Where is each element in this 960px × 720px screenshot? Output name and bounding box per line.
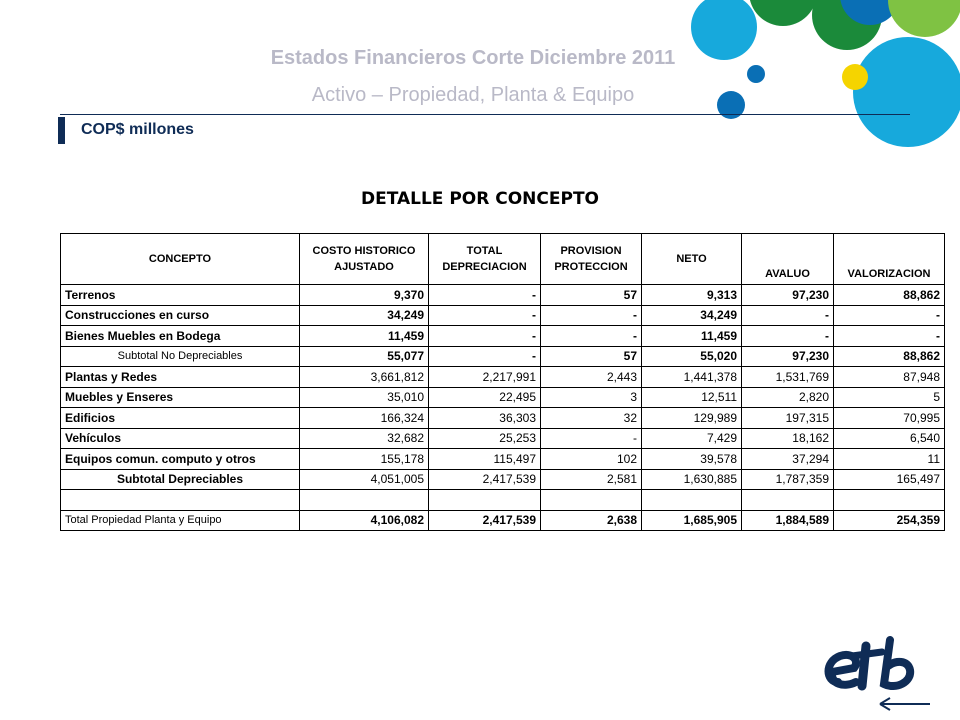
cell-costo: 4,106,082: [300, 510, 429, 531]
cell-costo: 9,370: [300, 285, 429, 306]
cell-avaluo: 37,294: [742, 449, 834, 470]
cell-valorizacion: 5: [834, 387, 945, 408]
column-header: [429, 234, 541, 285]
cell-provision: -: [541, 326, 642, 347]
cell-depreciacion: -: [429, 285, 541, 306]
cell-costo: 32,682: [300, 428, 429, 449]
cell-concepto: Plantas y Redes: [61, 367, 300, 388]
cell-concepto: Terrenos: [61, 285, 300, 306]
units-label: COP$ millones: [81, 121, 194, 138]
cell-depreciacion: [429, 490, 541, 511]
table-row: [61, 387, 945, 408]
cell-neto: 11,459: [642, 326, 742, 347]
cell-avaluo: 197,315: [742, 408, 834, 429]
cell-concepto: Total Propiedad Planta y Equipo: [61, 510, 300, 531]
cell-concepto: Subtotal No Depreciables: [61, 346, 300, 367]
cell-neto: 1,685,905: [642, 510, 742, 531]
table-header-row: [61, 234, 945, 285]
page-subtitle: Activo – Propiedad, Planta & Equipo: [311, 84, 635, 106]
page-title: Estados Financieros Corte Diciembre 2011: [270, 47, 676, 69]
cell-provision: -: [541, 305, 642, 326]
cell-depreciacion: 36,303: [429, 408, 541, 429]
cell-costo: 4,051,005: [300, 469, 429, 490]
table-row-empty: [61, 490, 945, 511]
column-header: VALORIZACION: [834, 234, 945, 285]
cell-concepto: [61, 490, 300, 511]
cell-costo: 3,661,812: [300, 367, 429, 388]
cell-neto: 9,313: [642, 285, 742, 306]
column-header-label: PROVISION PROTECCION: [554, 245, 628, 273]
cell-neto: [642, 490, 742, 511]
cell-concepto: Bienes Muebles en Bodega: [61, 326, 300, 347]
cell-costo: 166,324: [300, 408, 429, 429]
cell-neto: 39,578: [642, 449, 742, 470]
cell-valorizacion: 87,948: [834, 367, 945, 388]
table-row-subtotal: [61, 469, 945, 490]
cell-avaluo: 18,162: [742, 428, 834, 449]
etb-logo: [818, 632, 938, 712]
table-row: [61, 367, 945, 388]
cell-concepto: Edificios: [61, 408, 300, 429]
cell-concepto: Subtotal Depreciables: [61, 469, 300, 490]
decorative-circles: [660, 0, 960, 150]
cell-costo: 155,178: [300, 449, 429, 470]
column-header-label: COSTO HISTORICO AJUSTADO: [312, 245, 416, 273]
cell-avaluo: 1,531,769: [742, 367, 834, 388]
cell-costo: 34,249: [300, 305, 429, 326]
cell-provision: -: [541, 428, 642, 449]
table-row: [61, 326, 945, 347]
cell-provision: 2,581: [541, 469, 642, 490]
cell-valorizacion: 70,995: [834, 408, 945, 429]
cell-depreciacion: 2,417,539: [429, 469, 541, 490]
cell-avaluo: 97,230: [742, 285, 834, 306]
cell-depreciacion: 2,417,539: [429, 510, 541, 531]
cell-neto: 1,441,378: [642, 367, 742, 388]
cell-valorizacion: -: [834, 326, 945, 347]
cell-neto: 129,989: [642, 408, 742, 429]
cell-neto: 12,511: [642, 387, 742, 408]
column-header: NETO: [642, 234, 742, 285]
cell-avaluo: -: [742, 326, 834, 347]
financial-table: [60, 233, 945, 531]
accent-bar: [58, 117, 65, 144]
column-header: [300, 234, 429, 285]
cell-depreciacion: 2,217,991: [429, 367, 541, 388]
cell-concepto: Equipos comun. computo y otros: [61, 449, 300, 470]
cell-neto: 55,020: [642, 346, 742, 367]
cell-valorizacion: 88,862: [834, 346, 945, 367]
table-row: [61, 408, 945, 429]
cell-costo: 35,010: [300, 387, 429, 408]
column-header: AVALUO: [742, 234, 834, 285]
cell-depreciacion: 25,253: [429, 428, 541, 449]
cell-provision: 57: [541, 285, 642, 306]
cell-valorizacion: [834, 490, 945, 511]
cell-avaluo: [742, 490, 834, 511]
cell-valorizacion: 165,497: [834, 469, 945, 490]
cell-costo: 55,077: [300, 346, 429, 367]
column-header: [541, 234, 642, 285]
cell-avaluo: 2,820: [742, 387, 834, 408]
table-row-total: [61, 510, 945, 531]
cell-provision: [541, 490, 642, 511]
cell-depreciacion: 115,497: [429, 449, 541, 470]
cell-costo: 11,459: [300, 326, 429, 347]
cell-valorizacion: 254,359: [834, 510, 945, 531]
cell-neto: 34,249: [642, 305, 742, 326]
table-row: [61, 449, 945, 470]
column-header-label: TOTAL DEPRECIACION: [442, 245, 527, 273]
cell-avaluo: 1,787,359: [742, 469, 834, 490]
cell-provision: 32: [541, 408, 642, 429]
cell-provision: 3: [541, 387, 642, 408]
cell-avaluo: 1,884,589: [742, 510, 834, 531]
cell-provision: 102: [541, 449, 642, 470]
table-row: [61, 285, 945, 306]
cell-depreciacion: -: [429, 346, 541, 367]
cell-valorizacion: 88,862: [834, 285, 945, 306]
cell-concepto: Muebles y Enseres: [61, 387, 300, 408]
cell-avaluo: -: [742, 305, 834, 326]
cell-concepto: Construcciones en curso: [61, 305, 300, 326]
cell-costo: [300, 490, 429, 511]
column-header: CONCEPTO: [61, 234, 300, 285]
cell-depreciacion: 22,495: [429, 387, 541, 408]
cell-valorizacion: 6,540: [834, 428, 945, 449]
cell-concepto: Vehículos: [61, 428, 300, 449]
cell-provision: 2,443: [541, 367, 642, 388]
table-row-subtotal: [61, 346, 945, 367]
table-row: [61, 305, 945, 326]
cell-depreciacion: -: [429, 305, 541, 326]
cell-neto: 1,630,885: [642, 469, 742, 490]
cell-provision: 2,638: [541, 510, 642, 531]
header-divider: [60, 114, 910, 115]
cell-valorizacion: 11: [834, 449, 945, 470]
section-title: DETALLE POR CONCEPTO: [360, 189, 600, 209]
cell-neto: 7,429: [642, 428, 742, 449]
cell-provision: 57: [541, 346, 642, 367]
cell-depreciacion: -: [429, 326, 541, 347]
cell-avaluo: 97,230: [742, 346, 834, 367]
table-row: [61, 428, 945, 449]
cell-valorizacion: -: [834, 305, 945, 326]
